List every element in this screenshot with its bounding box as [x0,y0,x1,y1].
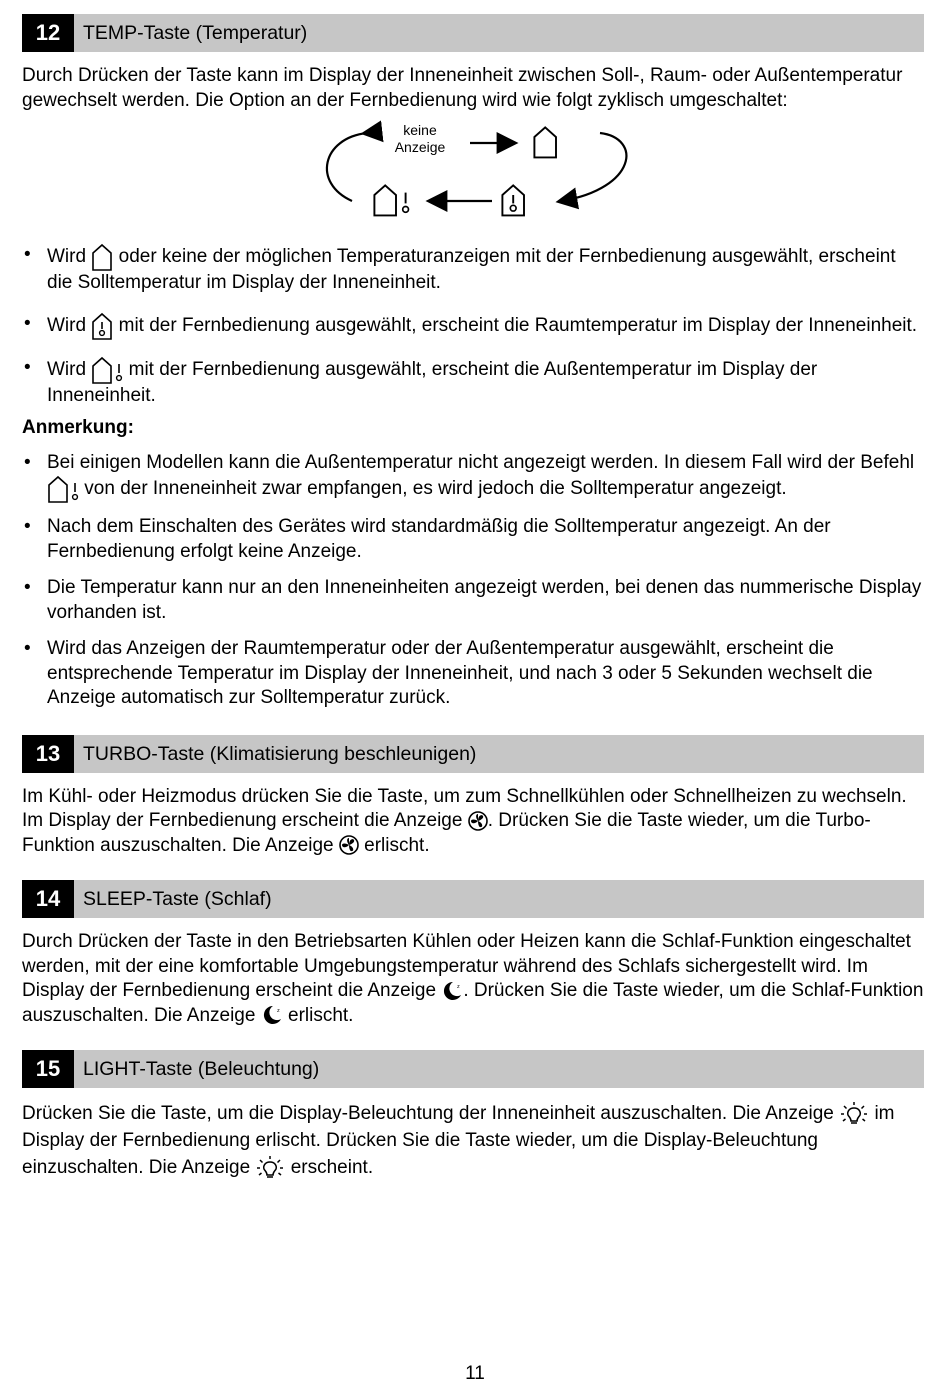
turbo-fan-icon [339,835,359,855]
section-header-15 [22,1050,924,1088]
house-thermometer-icon [91,312,113,340]
diagram-label: keine [403,122,437,138]
light-bulb-icon [839,1102,869,1126]
document-page [22,14,924,1181]
section-number: 12 [22,14,74,52]
section-number: 13 [22,735,74,773]
section-number: 14 [22,880,74,918]
note-heading: Anmerkung: [22,417,134,438]
list-item: • Wird das Anzeigen der Raumtemperatur oder der Außentemperatur ausgewählt, erscheint die entsprechende Temperatur im Display der Inneneinheit, und nach 3 oder 5 Sekunden wechselt die Anzeige automatisch zur Solltemperatur zurück. [22,637,924,711]
list-item: • Wird mit der Fernbedienung ausgewählt, erscheint die Außentemperatur im Display der Inneneinheit. [22,356,924,409]
house-thermometer-icon [502,185,524,215]
section-title: SLEEP-Taste (Schlaf) [83,888,272,910]
house-icon [91,243,113,271]
house-outdoor-thermometer-icon [47,475,79,503]
diagram-label: Anzeige [394,139,446,155]
list-item: • Die Temperatur kann nur an den Inneneinheiten angezeigt werden, bei denen das nummerische Display vorhanden ist. [22,576,924,625]
house-icon [534,127,556,157]
section-14-text: Durch Drücken der Taste in den Betriebsarten Kühlen oder Heizen kann die Schlaf-Funktion eingeschaltet werden, mit der eine komfortable Umgebungstemperatur während des Schlafs sichergestellt wird. Im Display der Fernbedienung erscheint die Anzeige . Drücken Sie die Taste wieder, um die Schlaf-Funktion auszuschalten. Die Anzeige erlischt. [22,931,924,1026]
turbo-fan-icon [468,811,488,831]
sleep-moon-icon [441,980,463,1002]
section-15-text: Drücken Sie die Taste, um die Display-Beleuchtung der Inneneinheit auszuschalten. Die Anzeige im Display der Fernbedienung erlischt. Drücken Sie die Taste wieder, um die Display-Beleuchtung einzuschalten. Die Anzeige erscheint. [22,1103,895,1178]
house-outdoor-thermometer-icon [374,185,408,215]
page-number: 11 [465,1363,485,1384]
section-12-intro: Durch Drücken der Taste kann im Display der Inneneinheit zwischen Soll-, Raum- oder Außentemperatur gewechselt werden. Die Option an der Fernbedienung wird wie folgt zyklisch umgeschaltet: [22,65,903,111]
list-item: • Wird mit der Fernbedienung ausgewählt, erscheint die Raumtemperatur im Display der Inneneinheit. [22,312,924,340]
note-list [22,451,924,711]
section-header-12 [22,14,924,52]
light-bulb-icon [255,1156,285,1180]
list-item: • Nach dem Einschalten des Gerätes wird standardmäßig die Solltemperatur angezeigt. An der Fernbedienung erfolgt keine Anzeige. [22,515,924,564]
section-header-14 [22,880,924,918]
sleep-moon-icon [261,1004,283,1026]
temp-cycle-diagram [22,113,924,233]
house-outdoor-thermometer-icon [91,356,123,384]
section-title: LIGHT-Taste (Beleuchtung) [83,1058,320,1080]
section-title: TURBO-Taste (Klimatisierung beschleunigen) [83,742,477,765]
section-number: 15 [22,1050,74,1088]
section-13-text: Im Kühl- oder Heizmodus drücken Sie die Taste, um zum Schnellkühlen oder Schnellheizen zu wechseln. Im Display der Fernbedienung erscheint die Anzeige . Drücken Sie die Taste wieder, um die Turbo-Funktion auszuschalten. Die Anzeige erlischt. [22,785,907,856]
section-title: TEMP-Taste (Temperatur) [83,22,308,44]
list-item: • Wird oder keine der möglichen Temperaturanzeigen mit der Fernbedienung ausgewählt, erscheint die Solltemperatur im Display der Inneneinheit. [22,243,924,296]
section-header-13 [22,735,924,773]
section-12-list [22,243,924,408]
list-item: • Bei einigen Modellen kann die Außentemperatur nicht angezeigt werden. In diesem Fall wird der Befehl von der Inneneinheit zwar empfangen, es wird jedoch die Solltemperatur angezeigt. [22,451,924,504]
